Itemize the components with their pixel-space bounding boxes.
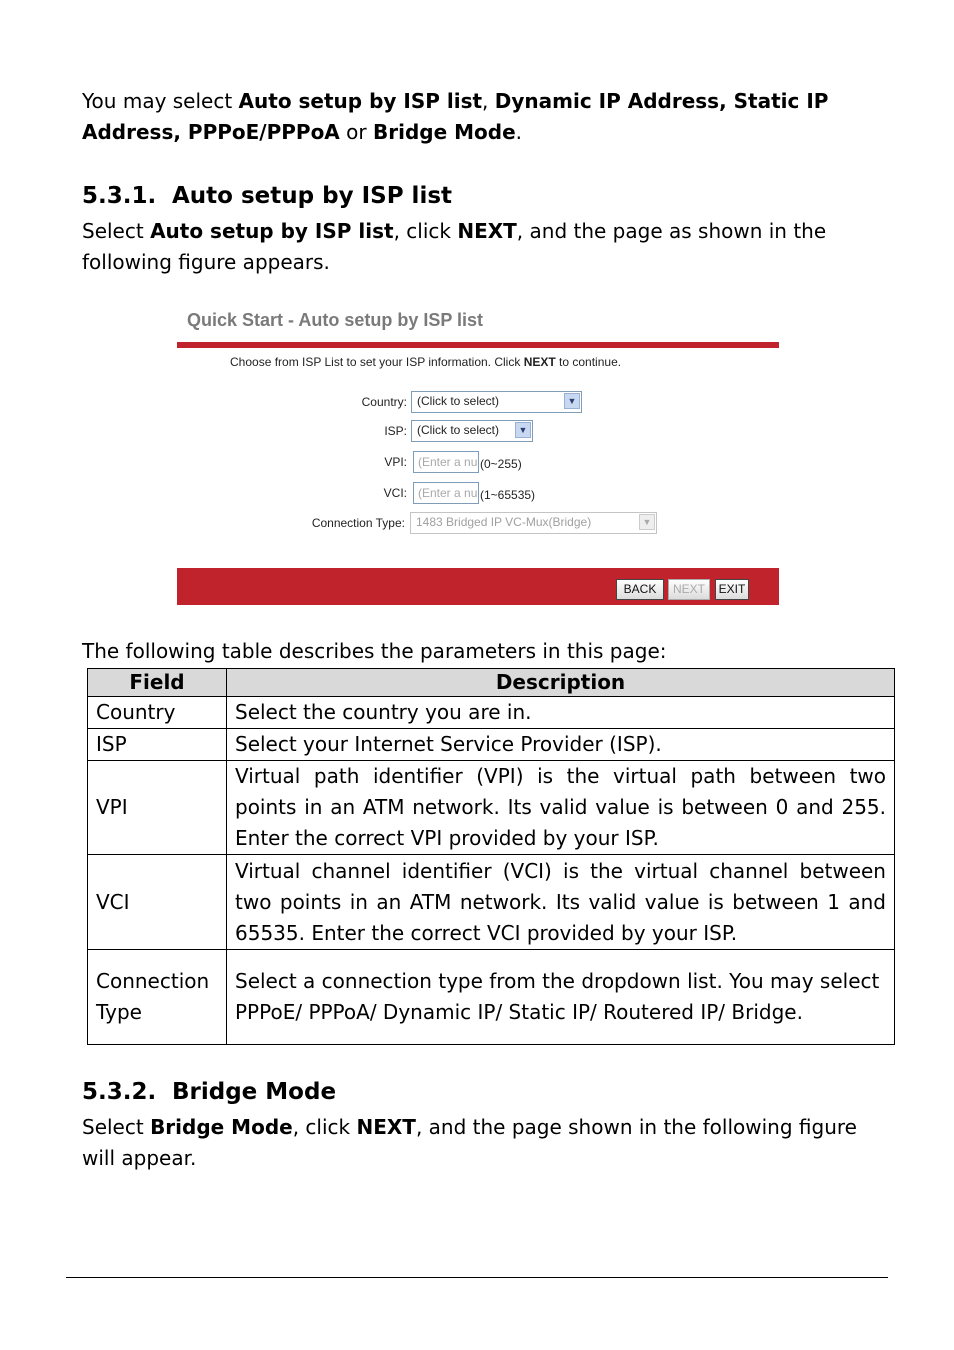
isp-row	[177, 419, 779, 443]
header-field: Field	[88, 669, 227, 697]
vpi-label: VPI:	[384, 455, 407, 469]
vci-label: VCI:	[383, 486, 407, 500]
note-text: Choose from ISP List to set your ISP information. Click	[230, 355, 524, 369]
connection-type-row	[177, 511, 779, 535]
section-heading-bridge-mode	[82, 1079, 336, 1105]
intro-text: ,	[482, 89, 495, 113]
description-cell: Virtual path identifier (VPI) is the virtual path between two points in an ATM network. Its valid value is between 0 and 255. Enter the correct VPI provided by your ISP.	[227, 761, 895, 855]
field-cell: Country	[88, 697, 227, 729]
field-cell: VCI	[88, 855, 227, 950]
vci-input[interactable]: (Enter a nu	[413, 482, 479, 504]
country-row	[177, 390, 779, 414]
field-cell: ISP	[88, 729, 227, 761]
section-heading-auto-setup	[82, 183, 452, 209]
section-title: Auto setup by ISP list	[172, 183, 453, 209]
parameter-table	[87, 668, 895, 1045]
connection-type-value: 1483 Bridged IP VC-Mux(Bridge)	[416, 515, 592, 529]
isp-select[interactable]	[411, 420, 533, 442]
paragraph-bold: NEXT	[356, 1115, 416, 1139]
table-header-row	[88, 669, 895, 697]
description-cell: Virtual channel identifier (VCI) is the virtual channel between two points in an ATM network. Its valid value is between 1 and 65535. Enter the correct VCI provided by your ISP.	[227, 855, 895, 950]
back-button[interactable]: BACK	[616, 579, 664, 600]
isp-select-value: (Click to select)	[417, 423, 500, 437]
paragraph-text: Select	[82, 219, 151, 243]
vci-row	[177, 481, 779, 505]
chevron-down-icon: ▼	[515, 422, 531, 438]
table-row	[88, 729, 895, 761]
paragraph-bold: Auto setup by ISP list	[150, 219, 394, 243]
connection-type-label: Connection Type:	[311, 516, 405, 530]
country-select-value: (Click to select)	[417, 394, 500, 408]
isp-label: ISP:	[384, 424, 407, 438]
paragraph-text: , click	[393, 219, 458, 243]
screenshot-instructions	[230, 355, 621, 369]
screenshot-title: Quick Start - Auto setup by ISP list	[187, 310, 484, 330]
table-row	[88, 761, 895, 855]
section-number: 5.3.2.	[82, 1079, 157, 1105]
intro-text: or	[339, 120, 373, 144]
quick-start-screenshot	[177, 300, 779, 605]
field-cell: VPI	[88, 761, 227, 855]
vpi-range: (0~255)	[480, 457, 522, 471]
country-select[interactable]	[411, 391, 582, 413]
intro-bold-ip-options: Dynamic IP Address, Static IP Address, PPPoE/PPPoA	[82, 89, 829, 144]
description-cell: Select a connection type from the dropdown list. You may select PPPoE/ PPPoA/ Dynamic IP/ Static IP/ Routered IP/ Bridge.	[227, 950, 895, 1045]
vci-range: (1~65535)	[480, 488, 536, 502]
section2-paragraph	[82, 1112, 885, 1174]
paragraph-text: , and the page as shown in the following figure appears.	[82, 219, 827, 274]
description-cell: Select your Internet Service Provider (ISP).	[227, 729, 895, 761]
section1-paragraph	[82, 216, 885, 278]
intro-text: You may select	[82, 89, 239, 113]
exit-button[interactable]: EXIT	[715, 579, 749, 600]
chevron-down-icon: ▼	[564, 393, 580, 409]
table-intro: The following table describes the parameters in this page:	[82, 639, 667, 663]
note-bold: NEXT	[523, 355, 556, 369]
footer-divider	[66, 1277, 888, 1278]
next-button[interactable]: NEXT	[668, 579, 710, 600]
paragraph-text: , and the page shown in the following figure will appear.	[82, 1115, 857, 1170]
intro-text: .	[515, 120, 522, 144]
description-cell: Select the country you are in.	[227, 697, 895, 729]
paragraph-text: Select	[82, 1115, 151, 1139]
field-cell: Connection Type	[88, 950, 227, 1045]
intro-bold-auto-setup: Auto setup by ISP list	[238, 89, 483, 113]
vpi-input[interactable]: (Enter a nu	[413, 451, 479, 473]
intro-paragraph	[82, 86, 885, 148]
connection-type-select[interactable]	[410, 512, 657, 534]
chevron-down-icon: ▼	[639, 514, 655, 530]
paragraph-bold: NEXT	[457, 219, 517, 243]
table-row	[88, 697, 895, 729]
paragraph-text: , click	[292, 1115, 357, 1139]
title-divider	[177, 342, 779, 348]
header-description: Description	[227, 669, 895, 697]
note-text: to continue.	[555, 355, 622, 369]
paragraph-bold: Bridge Mode	[150, 1115, 293, 1139]
button-bar	[177, 568, 779, 605]
table-row	[88, 855, 895, 950]
section-title: Bridge Mode	[172, 1079, 337, 1105]
intro-bold-bridge: Bridge Mode	[372, 120, 516, 144]
table-row	[88, 950, 895, 1045]
section-number: 5.3.1.	[82, 183, 157, 209]
vpi-row	[177, 450, 779, 474]
country-label: Country:	[361, 395, 407, 409]
